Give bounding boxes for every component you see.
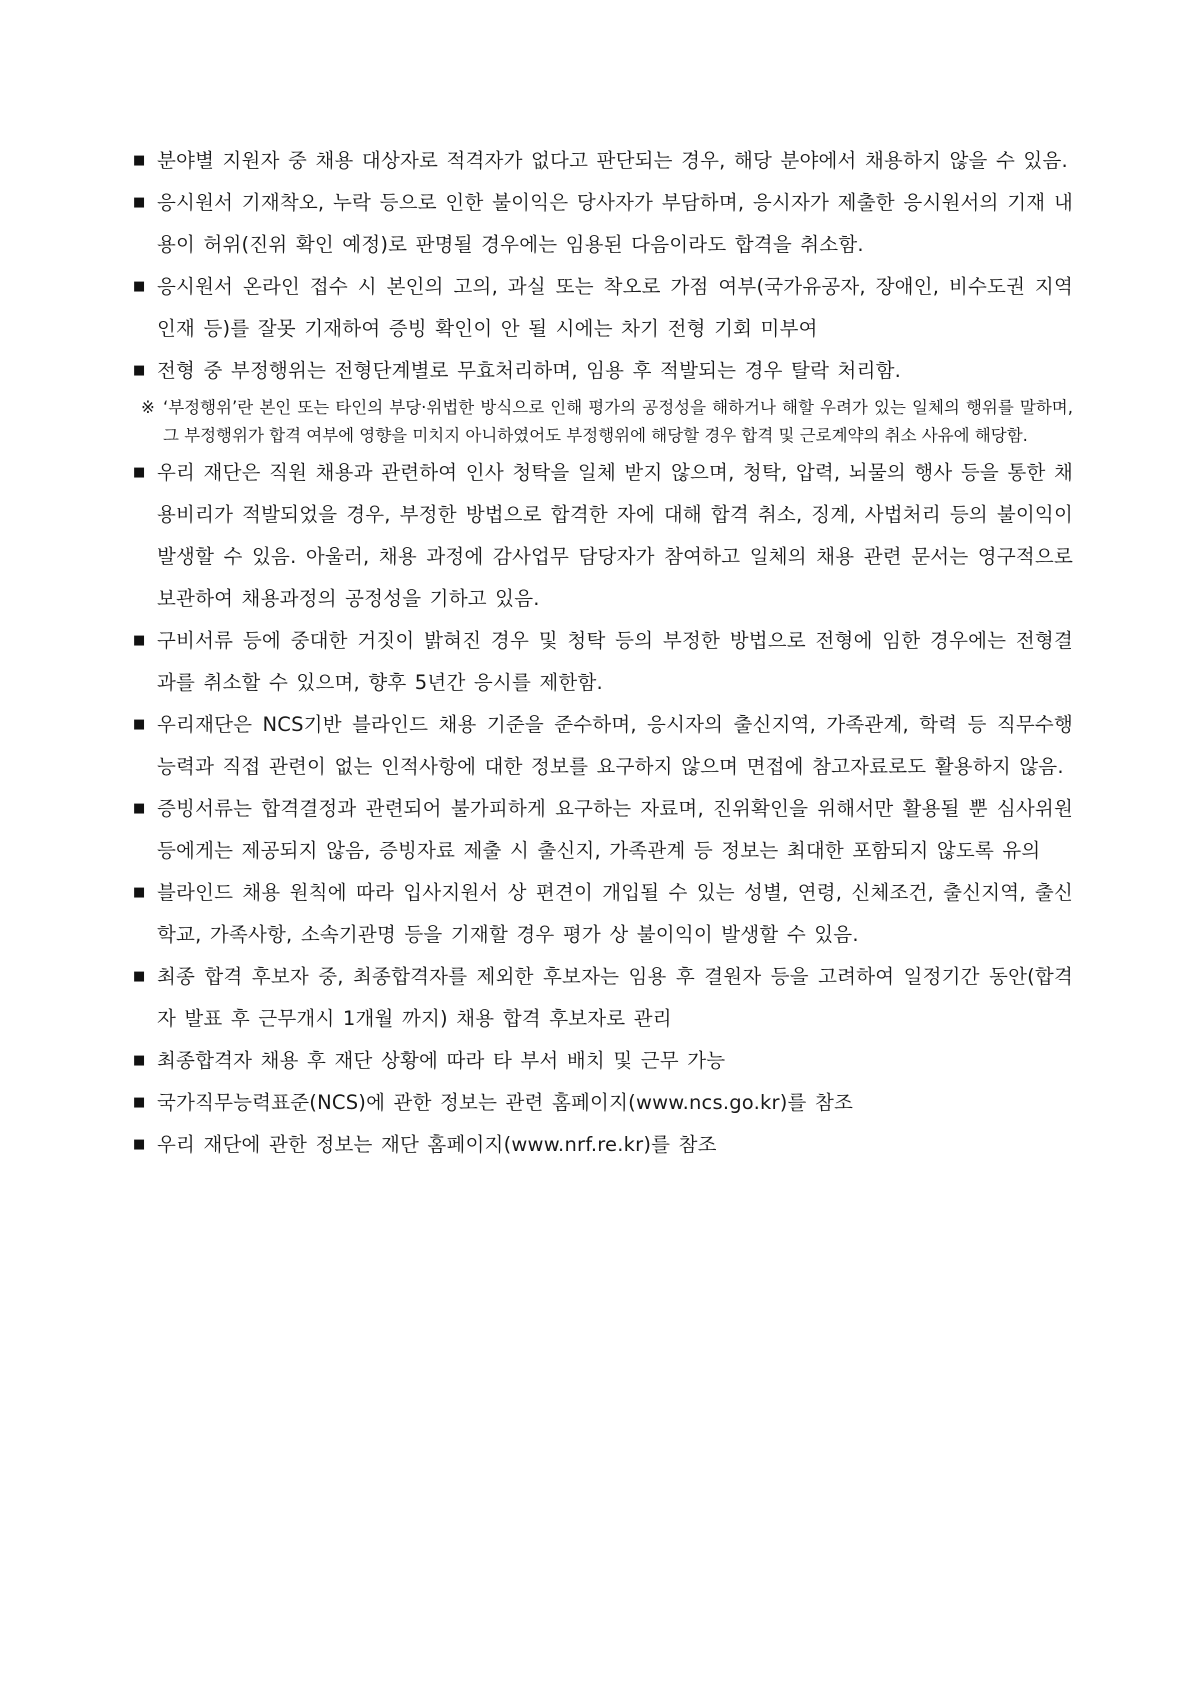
list-item [133, 350, 1073, 392]
square-bullet-icon: ■ [133, 1137, 146, 1152]
list-item-text: 최종합격자 채용 후 재단 상황에 따라 타 부서 배치 및 근무 가능 [157, 1049, 726, 1072]
square-bullet-icon: ■ [133, 801, 146, 816]
list-item [133, 182, 1073, 266]
list-item-text: 우리 재단은 직원 채용과 관련하여 인사 청탁을 일체 받지 않으며, 청탁, 압력, 뇌물의 행사 등을 통한 채용비리가 적발되었을 경우, 부정한 방법으로 합격한 자에 대해 합격 취소, 징계, 사법처리 등의 불이익이 발생할 수 있음. 아울러, 채용 과정에 감사업무 담당자가 참여하고 일체의 채용 관련 문서는 영구적으로 보관하여 채용과정의 공정성을 기하고 있음. [157, 461, 1073, 610]
footnote [141, 394, 1073, 450]
list-item-text: 응시원서 기재착오, 누락 등으로 인한 불이익은 당사자가 부담하며, 응시자가 제출한 응시원서의 기재 내용이 허위(진위 확인 예정)로 판명될 경우에는 임용된 다음이라도 합격을 취소함. [157, 191, 1073, 256]
square-bullet-icon: ■ [133, 279, 146, 294]
square-bullet-icon: ■ [133, 717, 146, 732]
square-bullet-icon: ■ [133, 465, 146, 480]
list-item [133, 620, 1073, 704]
square-bullet-icon: ■ [133, 1053, 146, 1068]
list-item-text: 전형 중 부정행위는 전형단계별로 무효처리하며, 임용 후 적발되는 경우 탈락 처리함. [157, 359, 902, 382]
list-item [133, 704, 1073, 788]
square-bullet-icon: ■ [133, 1095, 146, 1110]
square-bullet-icon: ■ [133, 363, 146, 378]
list-item-text: 우리 재단에 관한 정보는 재단 홈페이지(www.nrf.re.kr)를 참조 [157, 1133, 717, 1156]
square-bullet-icon: ■ [133, 633, 146, 648]
list-item [133, 140, 1073, 182]
reference-mark-icon: ※ [141, 398, 155, 417]
square-bullet-icon: ■ [133, 153, 146, 168]
square-bullet-icon: ■ [133, 885, 146, 900]
list-item-text: 응시원서 온라인 접수 시 본인의 고의, 과실 또는 착오로 가점 여부(국가유공자, 장애인, 비수도권 지역인재 등)를 잘못 기재하여 증빙 확인이 안 될 시에는 차기 전형 기회 미부여 [157, 275, 1073, 340]
list-item [133, 872, 1073, 956]
list-item [133, 266, 1073, 350]
list-item-text: 블라인드 채용 원칙에 따라 입사지원서 상 편견이 개입될 수 있는 성별, 연령, 신체조건, 출신지역, 출신학교, 가족사항, 소속기관명 등을 기재할 경우 평가 상 불이익이 발생할 수 있음. [157, 881, 1073, 946]
list-item [133, 956, 1073, 1040]
list-item-text: 구비서류 등에 중대한 거짓이 밝혀진 경우 및 청탁 등의 부정한 방법으로 전형에 임한 경우에는 전형결과를 취소할 수 있으며, 향후 5년간 응시를 제한함. [157, 629, 1073, 694]
square-bullet-icon: ■ [133, 969, 146, 984]
footnote-text: ‘부정행위’란 본인 또는 타인의 부당·위법한 방식으로 인해 평가의 공정성을 해하거나 해할 우려가 있는 일체의 행위를 말하며, 그 부정행위가 합격 여부에 영향을 미치지 아니하였어도 부정행위에 해당할 경우 합격 및 근로계약의 취소 사유에 해당함. [163, 398, 1073, 445]
list-item [133, 1124, 1073, 1166]
list-item [133, 1040, 1073, 1082]
square-bullet-icon: ■ [133, 195, 146, 210]
list-item [133, 788, 1073, 872]
notice-list [133, 140, 1073, 1166]
list-item-text: 최종 합격 후보자 중, 최종합격자를 제외한 후보자는 임용 후 결원자 등을 고려하여 일정기간 동안(합격자 발표 후 근무개시 1개월 까지) 채용 합격 후보자로 관리 [157, 965, 1073, 1030]
list-item-text: 증빙서류는 합격결정과 관련되어 불가피하게 요구하는 자료며, 진위확인을 위해서만 활용될 뿐 심사위원 등에게는 제공되지 않음, 증빙자료 제출 시 출신지, 가족관계 등 정보는 최대한 포함되지 않도록 유의 [157, 797, 1073, 862]
list-item-text: 국가직무능력표준(NCS)에 관한 정보는 관련 홈페이지(www.ncs.go.kr)를 참조 [157, 1091, 854, 1114]
list-item-text: 분야별 지원자 중 채용 대상자로 적격자가 없다고 판단되는 경우, 해당 분야에서 채용하지 않을 수 있음. [157, 149, 1068, 172]
list-item [133, 452, 1073, 620]
list-item [133, 1082, 1073, 1124]
list-item-text: 우리재단은 NCS기반 블라인드 채용 기준을 준수하며, 응시자의 출신지역, 가족관계, 학력 등 직무수행 능력과 직접 관련이 없는 인적사항에 대한 정보를 요구하지 않으며 면접에 참고자료로도 활용하지 않음. [157, 713, 1073, 778]
